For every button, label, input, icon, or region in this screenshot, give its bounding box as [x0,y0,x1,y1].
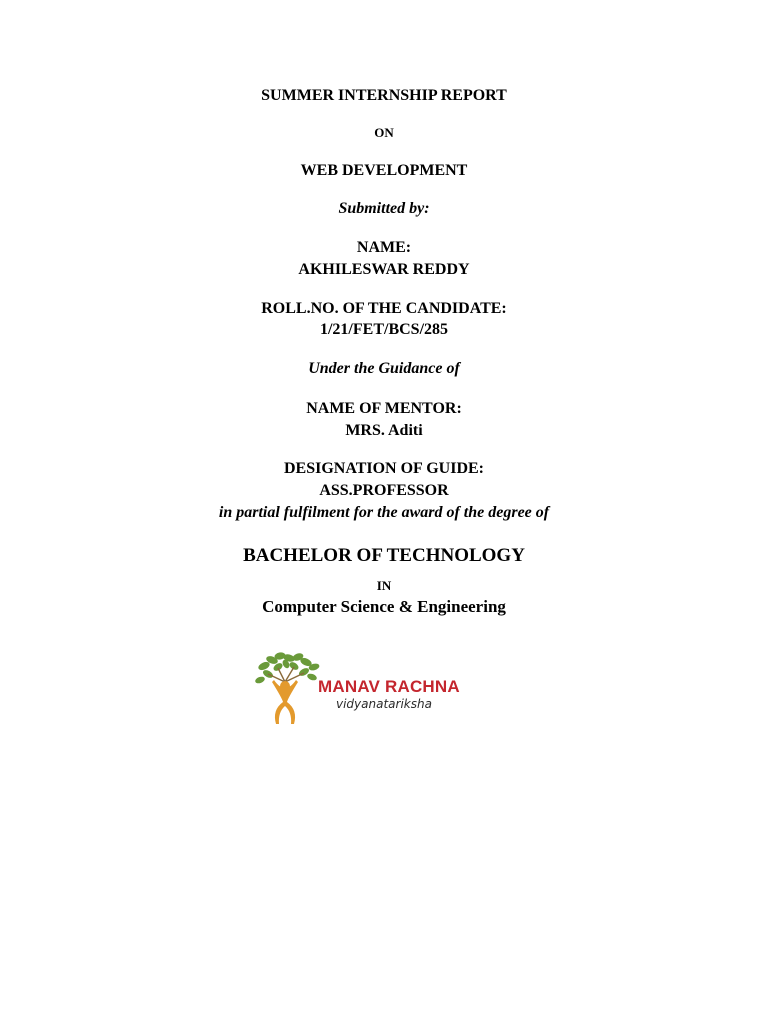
submitted-by-label: Submitted by: [338,200,430,217]
guidance-label: Under the Guidance of [308,360,460,377]
roll-number-label: ROLL.NO. OF THE CANDIDATE: [261,300,507,317]
logo-tagline: vidyanatariksha [336,697,432,711]
on-label: ON [374,125,394,140]
designation-value: ASS.PROFESSOR [319,482,449,499]
logo-wordmark: MANAV RACHNA [318,677,460,696]
in-label: IN [376,578,392,593]
mentor-name: MRS. Aditi [345,422,423,439]
report-title: SUMMER INTERNSHIP REPORT [261,87,507,104]
designation-label: DESIGNATION OF GUIDE: [283,460,485,477]
roll-number: 1/21/FET/BCS/285 [319,321,449,338]
mentor-label: NAME OF MENTOR: [306,400,462,417]
fulfilment-statement: in partial fulfilment for the award of the degree of [218,504,550,521]
candidate-name: AKHILESWAR REDDY [298,261,470,278]
branch-name: Computer Science & Engineering [262,597,506,616]
degree-title: BACHELOR OF TECHNOLOGY [243,545,525,566]
university-logo [254,652,514,730]
report-topic: WEB DEVELOPMENT [300,162,468,179]
name-label: NAME: [356,239,412,256]
